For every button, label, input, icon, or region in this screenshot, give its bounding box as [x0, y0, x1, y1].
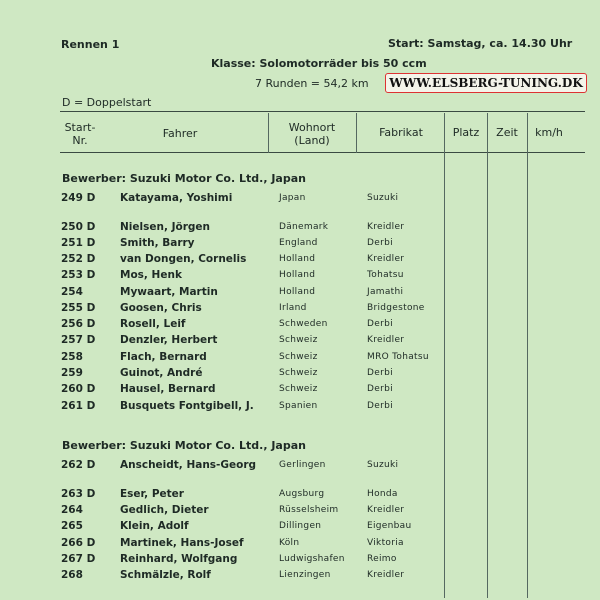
entrant-heading: Bewerber: Suzuki Motor Co. Ltd., Japan: [62, 172, 306, 185]
legend-double-start: D = Doppelstart: [62, 96, 152, 109]
start-number: 263 D: [61, 488, 96, 500]
rider-name: Guinot, André: [120, 367, 203, 379]
rider-home: Schweden: [279, 319, 328, 329]
rider-name: Mos, Henk: [120, 269, 182, 281]
rider-home: Irland: [279, 303, 307, 313]
table-row: [0, 504, 600, 520]
start-number: 253 D: [61, 269, 96, 281]
rider-name: Busquets Fontgibell, J.: [120, 400, 254, 412]
table-row: [0, 221, 600, 237]
race-class: Klasse: Solomotorräder bis 50 ccm: [211, 57, 427, 70]
start-time: Start: Samstag, ca. 14.30 Uhr: [388, 37, 573, 50]
start-number: 256 D: [61, 318, 96, 330]
rider-name: Schmälzle, Rolf: [120, 569, 211, 581]
race-number: Rennen 1: [61, 38, 120, 51]
rider-make: Honda: [367, 489, 398, 499]
table-row: [0, 237, 600, 253]
rider-home: Japan: [279, 193, 306, 203]
rider-name: Reinhard, Wolfgang: [120, 553, 238, 565]
rider-home: Holland: [279, 287, 316, 297]
rider-make: Jamathi: [367, 287, 404, 297]
rider-make: Eigenbau: [367, 521, 412, 531]
rider-make: Suzuki: [367, 193, 399, 203]
rider-home: Dillingen: [279, 521, 322, 531]
rider-home: Köln: [279, 538, 300, 548]
rider-make: Derbi: [367, 368, 393, 378]
table-row: [0, 367, 600, 383]
rider-name: Katayama, Yoshimi: [120, 192, 233, 204]
table-row: [0, 334, 600, 350]
rider-home: Schweiz: [279, 352, 318, 362]
rider-make: Derbi: [367, 238, 393, 248]
start-number: 262 D: [61, 459, 96, 471]
rider-home: Gerlingen: [279, 460, 326, 470]
rider-name: Rosell, Leif: [120, 318, 186, 330]
race-distance: 7 Runden = 54,2 km: [255, 77, 369, 90]
col-header-start-no: Start- Nr.: [64, 121, 96, 147]
start-number: 252 D: [61, 253, 96, 265]
table-row: [0, 192, 600, 208]
table-row: [0, 302, 600, 318]
start-number: 261 D: [61, 400, 96, 412]
rider-name: van Dongen, Cornelis: [120, 253, 247, 265]
rider-make: Viktoria: [367, 538, 404, 548]
start-number: 250 D: [61, 221, 96, 233]
table-row: [0, 269, 600, 285]
rider-make: Derbi: [367, 384, 393, 394]
table-row: [0, 400, 600, 416]
start-number: 259: [61, 367, 83, 379]
rider-name: Smith, Barry: [120, 237, 195, 249]
rider-home: Ludwigshafen: [279, 554, 345, 564]
rider-home: Rüsselsheim: [279, 505, 339, 515]
rider-home: Holland: [279, 254, 316, 264]
start-number: 265: [61, 520, 83, 532]
rider-make: Kreidler: [367, 222, 405, 232]
rider-home: Spanien: [279, 401, 318, 411]
rider-name: Klein, Adolf: [120, 520, 189, 532]
column-divider: [356, 113, 357, 153]
start-number: 258: [61, 351, 83, 363]
col-header-time: Zeit: [496, 126, 518, 139]
rider-name: Gedlich, Dieter: [120, 504, 209, 516]
rider-home: Schweiz: [279, 335, 318, 345]
start-number: 249 D: [61, 192, 96, 204]
start-number: 257 D: [61, 334, 96, 346]
table-top-rule: [60, 111, 585, 112]
rider-make: Tohatsu: [367, 270, 404, 280]
start-number: 255 D: [61, 302, 96, 314]
rider-name: Hausel, Bernard: [120, 383, 216, 395]
table-row: [0, 253, 600, 269]
rider-make: Kreidler: [367, 570, 405, 580]
rider-name: Anscheidt, Hans-Georg: [120, 459, 257, 471]
table-row: [0, 318, 600, 334]
rider-name: Flach, Bernard: [120, 351, 207, 363]
rider-make: Derbi: [367, 401, 393, 411]
column-divider: [268, 113, 269, 153]
rider-home: England: [279, 238, 318, 248]
rider-make: Bridgestone: [367, 303, 425, 313]
table-row: [0, 553, 600, 569]
col-header-speed: km/h: [535, 126, 563, 139]
rider-make: Reimo: [367, 554, 397, 564]
watermark-logo: WWW.ELSBERG-TUNING.DK: [385, 73, 587, 93]
entrant-heading: Bewerber: Suzuki Motor Co. Ltd., Japan: [62, 439, 306, 452]
table-row: [0, 459, 600, 475]
col-header-rider: Fahrer: [162, 127, 198, 140]
rider-home: Schweiz: [279, 384, 318, 394]
rider-make: Kreidler: [367, 254, 405, 264]
table-row: [0, 286, 600, 302]
rider-name: Nielsen, Jörgen: [120, 221, 211, 233]
rider-make: MRO Tohatsu: [367, 352, 429, 362]
rider-name: Eser, Peter: [120, 488, 184, 500]
rider-name: Martinek, Hans-Josef: [120, 537, 244, 549]
col-header-place: Platz: [452, 126, 480, 139]
col-header-home: Wohnort (Land): [288, 121, 336, 147]
start-number: 254: [61, 286, 83, 298]
rider-make: Kreidler: [367, 335, 405, 345]
rider-name: Denzler, Herbert: [120, 334, 218, 346]
table-row: [0, 520, 600, 536]
start-number: 267 D: [61, 553, 96, 565]
rider-name: Goosen, Chris: [120, 302, 202, 314]
table-row: [0, 383, 600, 399]
table-row: [0, 569, 600, 585]
table-header-rule: [60, 152, 585, 153]
table-row: [0, 351, 600, 367]
rider-home: Lienzingen: [279, 570, 331, 580]
rider-home: Schweiz: [279, 368, 318, 378]
start-number: 251 D: [61, 237, 96, 249]
rider-name: Mywaart, Martin: [120, 286, 218, 298]
rider-make: Kreidler: [367, 505, 405, 515]
col-header-make: Fabrikat: [379, 126, 423, 139]
start-number: 260 D: [61, 383, 96, 395]
rider-home: Augsburg: [279, 489, 325, 499]
table-row: [0, 488, 600, 504]
rider-home: Holland: [279, 270, 316, 280]
start-number: 268: [61, 569, 83, 581]
start-number: 266 D: [61, 537, 96, 549]
rider-make: Suzuki: [367, 460, 399, 470]
rider-home: Dänemark: [279, 222, 329, 232]
start-number: 264: [61, 504, 83, 516]
table-row: [0, 537, 600, 553]
rider-make: Derbi: [367, 319, 393, 329]
